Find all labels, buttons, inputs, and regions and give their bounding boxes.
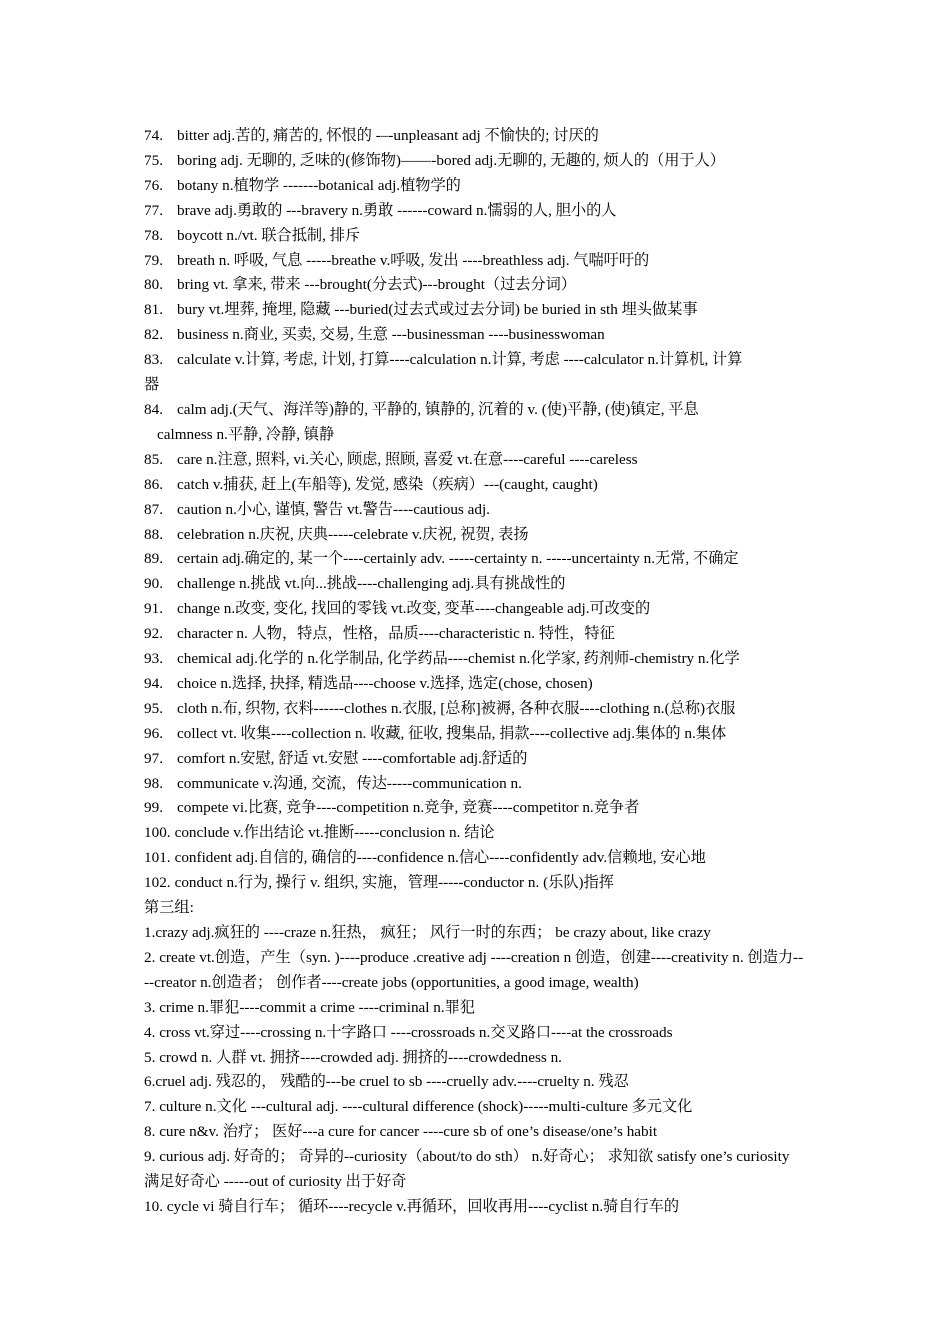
entry-88 [144,523,808,548]
entry-97 [144,747,808,772]
entry-100 [144,821,808,846]
entry-74 [144,124,808,149]
entry-83 [144,348,808,373]
entry-text: bury vt.埋葬, 掩埋, 隐藏 ---buried(过去式或过去分词) be buried in sth 埋头做某事 [177,301,698,319]
entry-95 [144,697,808,722]
entry-number: 87. [144,500,163,518]
entry-text: confident adj.自信的, 确信的----confidence n.信心----confidently adv.信赖地, 安心地 [174,849,706,867]
entry-102 [144,871,808,896]
entry-text: conduct n.行为, 操行 v. 组织, 实施，管理-----conductor n. (乐队)指挥 [174,874,614,892]
entry-93 [144,647,808,672]
group-entry-5: 5. crowd n. 人群 vt. 拥挤----crowded adj. 拥挤的----crowdedness n. [144,1048,562,1066]
entry-92 [144,622,808,647]
entry-number: 96. [144,724,163,742]
entry-text: boycott n./vt. 联合抵制, 排斥 [177,226,361,244]
group-entry-1: 1.crazy adj.疯狂的 ----craze n.狂热， 疯狂； 风行一时的东西； be crazy about, like crazy [144,924,711,941]
entry-number: 92. [144,625,163,643]
entry-76 [144,174,808,199]
entry-94 [144,672,808,697]
entry-text: cloth n.布, 织物, 衣料------clothes n.衣服, [总称]被褥, 各种衣服----clothing n.(总称)衣服 [177,699,736,717]
entry-text: brave adj.勇敢的 ---bravery n.勇敢 ------coward n.懦弱的人, 胆小的人 [177,201,617,219]
entry-text: choice n.选择, 抉择, 精选品----choose v.选择, 选定(chose, chosen) [177,674,593,692]
entry-number: 97. [144,749,163,767]
entry-text: calculate v.计算, 考虑, 计划, 打算----calculation n.计算, 考虑 ----calculator n.计算机, 计算 [177,351,743,369]
entry-text: boring adj. 无聊的, 乏味的(修饰物)——-bored adj.无聊的, 无趣的, 烦人的（用于人） [177,151,725,169]
entry-81 [144,298,808,323]
entry-number: 99. [144,799,163,817]
entry-text: celebration n.庆祝, 庆典-----celebrate v.庆祝, 祝贺, 表扬 [177,525,529,543]
entry-number: 89. [144,550,163,568]
entry-number: 95. [144,699,163,717]
entry-number: 79. [144,251,163,269]
entry-number: 75. [144,151,163,169]
entry-text: communicate v.沟通, 交流，传达-----communication n. [177,774,522,792]
entry-text: comfort n.安慰, 舒适 vt.安慰 ----comfortable adj.舒适的 [177,749,528,767]
group-entry-7: 7. culture n.文化 ---cultural adj. ----cultural difference (shock)-----multi-culture 多元文化 [144,1098,693,1116]
entry-text: bring vt. 拿来, 带来 ---brought(分去式)---brought（过去分词） [177,276,577,294]
entry-80 [144,273,808,298]
entry-82 [144,323,808,348]
entry-text: certain adj.确定的, 某一个----certainly adv. -----certainty n. -----uncertainty n.无常, 不确定 [177,550,739,568]
group-entry-4: 4. cross vt.穿过----crossing n.十字路口 ----crossroads n.交叉路口----at the crossroads [144,1023,673,1041]
entry-78 [144,224,808,249]
entry-84-continuation: calmness n.平静, 冷静, 镇静 [157,425,335,443]
entry-number: 100. [144,824,171,842]
entry-77 [144,199,808,224]
entry-number: 81. [144,301,163,319]
entry-85 [144,448,808,473]
entry-text: character n. 人物，特点，性格，品质----characteristic n. 特性，特征 [177,625,615,643]
entry-number: 102. [144,874,171,892]
entry-number: 86. [144,475,163,493]
entry-number: 83. [144,351,163,369]
entry-number: 91. [144,600,163,618]
entry-text: botany n.植物学 -------botanical adj.植物学的 [177,176,461,194]
entry-101 [144,846,808,871]
entry-86 [144,473,808,498]
group-entry-2: 2. create vt.创造，产生（syn. )----produce .creative adj ----creation n 创造，创建----creativity n. 创造力----creator n.创造者； 创作者----create jobs (opportunities, a good image, wealth) [144,948,804,991]
entry-number: 88. [144,525,163,543]
entry-text: bitter adj.苦的, 痛苦的, 怀恨的 -–-unpleasant adj 不愉快的; 讨厌的 [177,127,599,144]
entry-99 [144,796,808,821]
entry-text: calm adj.(天气、海洋等)静的, 平静的, 镇静的, 沉着的 v. (使)平静, (使)镇定, 平息 [177,400,699,418]
group-entry-3: 3. crime n.罪犯----commit a crime ----criminal n.罪犯 [144,998,476,1016]
entry-96 [144,722,808,747]
entry-text: caution n.小心, 谨慎, 警告 vt.警告----cautious adj. [177,500,490,518]
entry-text: chemical adj.化学的 n.化学制品, 化学药品----chemist n.化学家, 药剂师-chemistry n.化学 [177,650,740,668]
entry-text: collect vt. 收集----collection n. 收藏, 征收, 搜集品, 捐款----collective adj.集体的 n.集体 [177,724,727,742]
entry-number: 85. [144,450,163,468]
entry-number: 90. [144,575,163,593]
entry-number: 74. [144,127,163,144]
entry-number: 98. [144,774,163,792]
entry-79 [144,249,808,274]
entry-83-continuation: 器 [144,376,160,394]
entry-98 [144,772,808,797]
document-page [144,124,808,1220]
group-entry-6: 6.cruel adj. 残忍的， 残酷的---be cruel to sb ----cruelly adv.----cruelty n. 残忍 [144,1073,629,1091]
entry-number: 76. [144,176,163,194]
entry-text: business n.商业, 买卖, 交易, 生意 ---businessman ----businesswoman [177,326,605,344]
group-heading: 第三组: [144,899,194,917]
entry-text: conclude v.作出结论 vt.推断-----conclusion n. 结论 [174,824,495,842]
entry-text: change n.改变, 变化, 找回的零钱 vt.改变, 变革----changeable adj.可改变的 [177,600,651,618]
entry-number: 80. [144,276,163,294]
entry-text: care n.注意, 照料, vi.关心, 顾虑, 照顾, 喜爱 vt.在意----careful ----careless [177,450,638,468]
entry-number: 78. [144,226,163,244]
entry-89 [144,547,808,572]
entry-text: catch v.捕获, 赶上(车船等), 发觉, 感染（疾病）---(caught, caught) [177,475,598,493]
entry-number: 77. [144,201,163,219]
group-entry-9: 9. curious adj. 好奇的； 奇异的--curiosity（about/to do sth） n.好奇心； 求知欲 satisfy one’s curiosity 满足好奇心 -----out of curiosity 出于好奇 [144,1148,790,1191]
entry-91 [144,597,808,622]
entry-number: 82. [144,326,163,344]
entry-87 [144,498,808,523]
entry-number: 84. [144,400,163,418]
entry-number: 94. [144,674,163,692]
entry-text: compete vi.比赛, 竞争----competition n.竞争, 竞赛----competitor n.竞争者 [177,799,640,817]
group-entry-10: 10. cycle vi 骑自行车； 循环----recycle v.再循环，回收再用----cyclist n.骑自行车的 [144,1197,680,1215]
entry-75 [144,149,808,174]
entry-90 [144,572,808,597]
group-entry-8: 8. cure n&v. 治疗； 医好---a cure for cancer ----cure sb of one’s disease/one’s habit [144,1123,658,1141]
entry-text: breath n. 呼吸, 气息 -----breathe v.呼吸, 发出 ----breathless adj. 气喘吁吁的 [177,251,650,269]
entry-text: challenge n.挑战 vt.向...挑战----challenging adj.具有挑战性的 [177,575,566,593]
entry-number: 93. [144,650,163,668]
entry-number: 101. [144,849,171,867]
entry-84 [144,398,808,423]
